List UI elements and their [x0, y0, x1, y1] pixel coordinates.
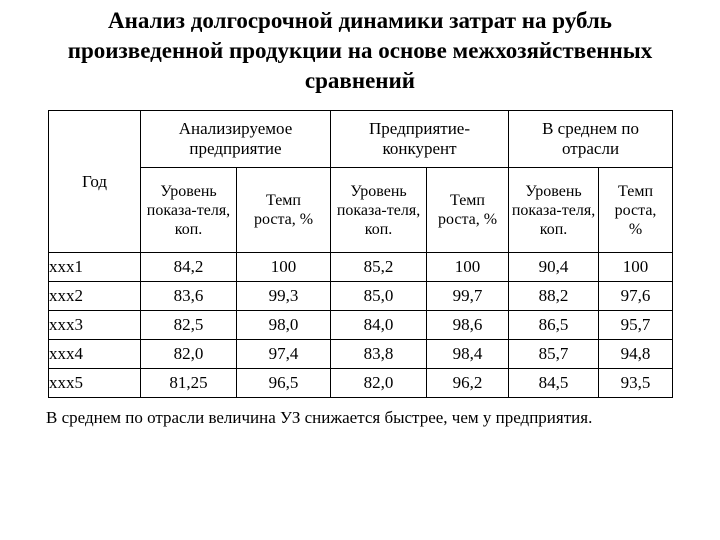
subheader-line: Темп: [450, 192, 485, 209]
subheader-level: [141, 168, 237, 253]
value-cell: 99,3: [237, 282, 331, 311]
conclusion-text: В среднем по отрасли величина УЗ снижается быстрее, чем у предприятия.: [46, 408, 593, 427]
title-line: произведенной продукции на основе межхозяйственных: [67, 38, 653, 63]
value-cell: 97,4: [237, 340, 331, 369]
subheader-level: [509, 168, 599, 253]
value-cell: 100: [599, 253, 673, 282]
value-cell: 98,0: [237, 311, 331, 340]
subheader-line: %: [628, 220, 643, 238]
value-cell: 98,4: [427, 340, 509, 369]
group-header-analyzed: [141, 111, 331, 168]
subheader-line: показа-теля,: [146, 201, 231, 219]
group-header-line: В среднем по: [542, 119, 639, 138]
value-cell: 96,2: [427, 369, 509, 398]
group-header-line: Предприятие-: [369, 119, 471, 138]
subheader-rate: [427, 168, 509, 253]
value-cell: 100: [237, 253, 331, 282]
subheader-line: Уровень: [160, 182, 217, 200]
page-title: [40, 6, 680, 96]
year-header: Год: [82, 171, 107, 191]
table-row: [49, 282, 673, 311]
table-row: [49, 253, 673, 282]
subheader-rate: [237, 168, 331, 253]
value-cell: 82,0: [331, 369, 427, 398]
table-header-row: [49, 111, 673, 168]
subheader-line: Уровень: [525, 182, 582, 200]
title-line: Анализ долгосрочной динамики затрат на рубль: [108, 8, 612, 33]
value-cell: 83,8: [331, 340, 427, 369]
value-cell: 85,2: [331, 253, 427, 282]
subheader-line: Темп: [266, 192, 301, 209]
value-cell: 88,2: [509, 282, 599, 311]
subheader-line: коп.: [364, 220, 393, 238]
cost-dynamics-table: [48, 110, 673, 398]
subheader-line: показа-теля,: [336, 201, 421, 219]
group-header-industry: [509, 111, 673, 168]
value-cell: 83,6: [141, 282, 237, 311]
subheader-line: роста, %: [253, 211, 314, 228]
subheader-line: роста, %: [437, 211, 498, 228]
year-header-cell: [49, 111, 141, 253]
value-cell: 98,6: [427, 311, 509, 340]
year-cell: ххх2: [49, 282, 141, 311]
value-cell: 93,5: [599, 369, 673, 398]
year-cell: ххх3: [49, 311, 141, 340]
subheader-line: коп.: [539, 220, 568, 238]
value-cell: 84,0: [331, 311, 427, 340]
value-cell: 95,7: [599, 311, 673, 340]
subheader-line: коп.: [174, 220, 203, 238]
subheader-line: Уровень: [350, 182, 407, 200]
title-line: сравнений: [304, 68, 416, 93]
value-cell: 82,0: [141, 340, 237, 369]
table-row: [49, 340, 673, 369]
subheader-rate: [599, 168, 673, 253]
value-cell: 99,7: [427, 282, 509, 311]
group-header-line: отрасли: [561, 139, 620, 158]
value-cell: 85,0: [331, 282, 427, 311]
subheader-line: Темп: [618, 182, 653, 200]
subheader-line: роста,: [614, 201, 657, 219]
subheader-level: [331, 168, 427, 253]
group-header-line: предприятие: [189, 139, 282, 158]
value-cell: 81,25: [141, 369, 237, 398]
group-header-line: конкурент: [382, 139, 457, 158]
value-cell: 86,5: [509, 311, 599, 340]
value-cell: 90,4: [509, 253, 599, 282]
group-header-line: Анализируемое: [178, 119, 293, 138]
group-header-competitor: [331, 111, 509, 168]
table-row: [49, 369, 673, 398]
value-cell: 96,5: [237, 369, 331, 398]
value-cell: 85,7: [509, 340, 599, 369]
subheader-line: показа-теля,: [511, 201, 596, 219]
value-cell: 82,5: [141, 311, 237, 340]
value-cell: 84,5: [509, 369, 599, 398]
year-cell: ххх5: [49, 369, 141, 398]
value-cell: 97,6: [599, 282, 673, 311]
table-row: [49, 311, 673, 340]
value-cell: 84,2: [141, 253, 237, 282]
table-subheader-row: [49, 168, 673, 253]
year-cell: ххх1: [49, 253, 141, 282]
year-cell: ххх4: [49, 340, 141, 369]
value-cell: 94,8: [599, 340, 673, 369]
value-cell: 100: [427, 253, 509, 282]
